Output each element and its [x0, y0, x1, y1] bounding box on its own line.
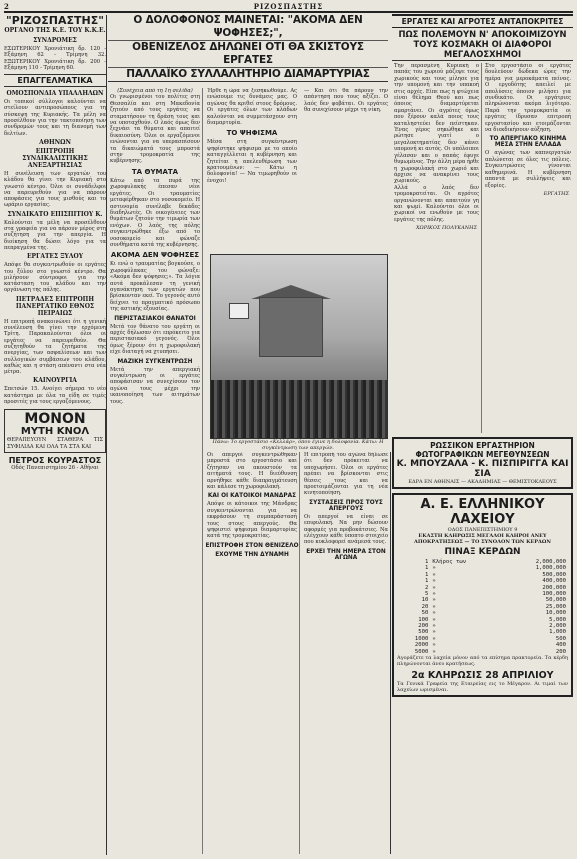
article-subheading: ΚΑΙ ΟΙ ΚΑΤΟΙΚΟΙ ΜΑΝΔΡΑΣ	[207, 493, 297, 500]
page-number: 2	[4, 2, 9, 11]
prize-label: »	[432, 584, 436, 591]
prize-count: 2000	[414, 642, 429, 649]
article-column-2-lower	[205, 452, 300, 854]
article-intro: (Συνέχεια από τη 1η σελίδα)	[117, 88, 193, 94]
prize-count: 5	[425, 591, 429, 598]
article-subheading: ΤΟ ΨΗΦΙΣΜΑ	[226, 129, 278, 138]
advertisement-photo-studio	[392, 437, 573, 489]
prize-label: »	[432, 635, 436, 642]
lottery-draw-date: 2α ΚΛΗΡΩΣΙΣ 28 ΑΠΡΙΛΙΟΥ	[411, 670, 554, 682]
prize-amount: 25,000	[545, 603, 566, 610]
prize-label: »	[432, 610, 436, 617]
prize-count: 100	[418, 616, 429, 623]
article-subheading: ΣΥΣΤΑΣΕΙΣ ΠΡΟΣ ΤΟΥΣ ΑΠΕΡΓΟΥΣ	[309, 499, 383, 512]
notice-heading: ΣΥΝΔΙΚΑΤΟ ΕΠΙΣΠΙΤΙΟΥ Κ.	[7, 210, 103, 218]
prize-count: 2	[425, 584, 429, 591]
article-text: Οι απεργοί συγκεντρώθηκαν μπροστά στο εργοστάσιο και ζήτησαν να ακουστούν τα αιτήματά τους. Η διεύθυνση αρνήθηκε κάθε διαπραγμάτευση και κάλεσε τη χωροφυλακή.	[207, 452, 297, 491]
headline-line-1: Ο ΔΟΛΟΦΟΝΟΣ ΜΑΙΝΕΤΑΙ: "ΑΚΟΜΑ ΔΕΝ ΨΟΦΗΣΕΣ;",	[108, 14, 388, 41]
correspondents-column-left	[392, 63, 482, 433]
left-column	[4, 15, 107, 855]
prize-count: 1	[425, 578, 429, 585]
ad-text: ΘΕΡΑΠΕΥΟΥΝ ΣΤΑΘΕΡΑ ΤΙΣ ΣΥΦΙΛΙΔΑ ΚΑΙ ΟΛΑ ΤΑ ΣΤΑ ΚΑΙ	[7, 437, 103, 450]
article-text: Αλλά ο λαός δεν τρομοκρατείται. Οι αγρότες οργανώνονται και απαιτούν γη και ψωμί. Καλούνται όλοι οι χωρικοί να ενωθούν με τους εργάτες της πόλης.	[394, 184, 479, 223]
notice-heading: ΠΕΤΡΑΔΕΣ ΕΠΙΤΡΟΠΗ ΠΑΝΕΡΓΑΤΙΚΟ ΕΘΝΟΣ ΠΕΙΡΑΙΩΣ	[15, 295, 95, 317]
prize-amount: 500	[555, 635, 566, 642]
lottery-address: ΟΔΟΣ ΠΑΝΕΠΙΣΤΗΜΙΟΥ 9	[447, 527, 518, 533]
ad-merchant-name: ΠΕΤΡΟΣ ΚΟΥΡΑΣΤΟΣ	[8, 455, 102, 465]
page-top-line	[4, 2, 573, 13]
prize-count: 20	[421, 603, 429, 610]
ad-brand: ΜΥΤΗ ΚΝΟΛ	[20, 426, 90, 438]
article-text: Στο εργοστάσιο οι εργάτες δουλεύουν δώδεκα ώρες την ημέρα για μεροκάματα πείνας. Ο εργοδότης απειλεί με απολύσεις όποιον μιλήσει για συνδικάτο. Οι εργάτριες πληρώνονται ακόμα λιγότερο. Παρά την τρομοκρατία οι εργάτες ίδρυσαν επιτροπή εργοστασίου και ετοιμάζονται να διεκδικήσουν αύξηση.	[485, 63, 571, 134]
lottery-table-title: ΠΙΝΑΞ ΚΕΡΔΩΝ	[444, 547, 521, 557]
article-text: — Και ότι θα πάρουν την απάντηση που τους αξίζει. Ο λαός δεν φοβάται. Οι εργάτες θα συνεχίσουν μέχρι τη νίκη.	[304, 88, 388, 114]
prize-amount: 10,000	[545, 610, 566, 617]
lottery-subtitle: ΕΚΑΣΤΗ ΚΛΗΡΩΣΙΣ ΜΕΓΑΛΟΙ ΚΛΗΡΟΙ ΑΝΕΥ ΑΠΟΚΡΑΤΗΣΕΩΣ — ΤΟ ΣΥΝΟΛΟΝ ΤΩΝ ΚΕΡΔΩΝ	[414, 533, 551, 545]
article-column-3-lower	[302, 452, 391, 854]
notice-text: Καλούνται τα μέλη να προσέλθουν στα γραφεία για να πάρουν μέρος στη συζήτηση για την απεργία. Η διοίκηση θα δώσει λόγο για τα πεπραγμένα της.	[4, 219, 106, 251]
article-text: Οι απεργοί να είναι σε επιφυλακή. Να μην δώσουν αφορμές για προβοκάτσιες. Να ελέγχουν κάθε ύποπτο στοιχείο που κυκλοφορεί ανάμεσά τους.	[304, 513, 388, 546]
prize-amount: 400,000	[542, 578, 566, 585]
article-text: Κι ενώ ο τραυματίας βογκούσε, ο χωροφύλακας του φώναξε: «Ακόμα δεν ψόφησες;». Τα λόγια αυτά προκάλεσαν τη γενική αγανάκτηση των εργατών που βρίσκονταν εκεί. Το γεγονός αυτό δείχνει το πραγματικό πρόσωπο της αστικής εξουσίας.	[110, 261, 200, 313]
notice-text: Οι τοπικοί σύλλογοι καλούνται να στείλουν αντιπροσώπους για τη σύσκεψη της Κυριακής. Τα μέλη να προσέλθουν για την τακτοποίηση των συνδρομών τους και τη διανομή των δελτίων.	[4, 99, 106, 137]
prize-amount: 200	[555, 648, 566, 655]
prize-count: 1	[425, 571, 429, 578]
article-text: Η επιτροπή του αγώνα δήλωσε ότι δεν πρόκειται να υποχωρήσει. Όλοι οι εργάτες πρέπει να βρίσκονται στις θέσεις τους και να προετοιμάζονται για τη νέα κινητοποίηση.	[304, 452, 388, 497]
main-headline-block	[108, 14, 388, 82]
article-subheading: ΠΕΡΙΣΤΑΣΙΑΚΟΙ ΘΑΝΑΤΟΙ	[114, 315, 196, 322]
subscriptions-heading: ΣΥΝΔΡΟΜΕΣ	[33, 37, 77, 44]
article-column-1	[108, 88, 203, 854]
ad-photo-address: ΕΔΡΑ ΕΝ ΑΘΗΝΑΙΣ — ΑΚΑΔΗΜΙΑΣ — ΘΕΜΙΣΤΟΚΛΕΟΥΣ	[408, 479, 557, 485]
prize-label: »	[432, 565, 436, 572]
prize-count: 200	[418, 623, 429, 630]
ad-monon-word: ΜΟΝΟΝ	[24, 411, 86, 428]
prize-count: 1000	[414, 635, 429, 642]
news-photograph	[210, 254, 388, 439]
notice-heading: ΑΘΗΝΩΝ	[39, 138, 71, 146]
article-subheading: ΑΚΟΜΑ ΔΕΝ ΨΟΦΗΣΕΣ	[110, 251, 200, 260]
correspondents-column-right	[483, 63, 573, 433]
prize-label: »	[432, 597, 436, 604]
correspondents-band: ΕΡΓΑΤΕΣ ΚΑΙ ΑΓΡΟΤΕΣ ΑΝΤΑΠΟΚΡΙΤΕΣ	[392, 14, 573, 28]
prize-amount: 50,000	[545, 597, 566, 604]
prize-count: 1	[425, 565, 429, 572]
lottery-title: Α. Ε. ΕΛΛΗΝΙΚΟΥ ΛΑΧΕΙΟΥ	[420, 497, 545, 527]
article-text: Μέσα στη συγκέντρωση ψηφίστηκε ψήφισμα με το οποίο καταγγέλλεται η κυβέρνηση και ζητείται η απελευθέρωση των κρατουμένων: — Κάτω η δολοφονία! — Να τιμωρηθούν οι ένοχοι!	[207, 139, 297, 184]
prize-label: »	[432, 616, 436, 623]
right-column	[392, 14, 573, 855]
article-column-3-upper	[302, 88, 390, 248]
masthead-title: "ΡΙΖΟΣΠΑΣΤΗΣ"	[6, 15, 104, 27]
article-subheading: ΤΑ ΘΥΜΑΤΑ	[131, 167, 179, 176]
photo-building-shape	[259, 297, 323, 357]
article-subheading: ΕΠΙΣΤΡΟΦΗ ΣΤΟΝ ΘΕΝΙΖΕΛΟ	[205, 542, 299, 549]
article-text: Μετά τον θάνατο του εργάτη οι αρχές δήλωσαν ότι επρόκειτο για περιστασιακό γεγονός. Όλοι όμως ξέρουν ότι η χωροφυλακή είχε διαταγή να χτυπήσει.	[110, 323, 200, 356]
article-text: Οι γνωρισμένοι του πολίτες στη Θεσσαλία και στη Μακεδονία ζητούν από τους εργάτες να σταματήσουν τη δράση τους και να υποταχθούν. Ο λαός όμως δεν ξεχνάει τα θύματα και απαιτεί δικαιοσύνη. Όλοι οι εργαζόμενοι ενώνονται για να υπερασπίσουν τα δικαιώματά τους μπροστά στην τρομοκρατία της κυβέρνησης.	[110, 94, 200, 165]
section-heading-epaggelmatika: ΕΠΑΓΓΕΛΜΑΤΙΚΑ	[4, 74, 106, 87]
photo-crowd-shape	[211, 380, 387, 438]
notice-heading: ΟΜΟΣΠΟΝΔΙΑ ΥΠΑΛΛΗΛΩΝ	[6, 90, 104, 98]
prize-count: 5000	[414, 648, 429, 655]
prize-amount: 400	[555, 642, 566, 649]
prize-amount: 200,000	[542, 584, 566, 591]
running-title: ΡΙΖΟΣΠΑΣΤΗΣ	[253, 2, 324, 11]
article-subheading: ΕΡΧΕΙ ΤΗΝ ΗΜΕΡΑ ΣΤΟΝ ΑΓΩΝΑ	[306, 548, 386, 561]
article-text: Απόψε οι κάτοικοι της Μάνδρας συγκεντρώνονται για να εκφράσουν τη συμπαράστασή τους στους απεργούς. Θα ψηφιστεί ψήφισμα διαμαρτυρίας κατά της τρομοκρατίας.	[207, 501, 297, 540]
article-subheading: ΜΑΖΙΚΗ ΣΥΓΚΕΝΤΡΩΣΗ	[117, 358, 193, 365]
prize-count: 50	[421, 610, 429, 617]
article-subheading: ΤΟ ΑΠΕΡΓΙΑΚΟ ΚΙΝΗΜΑ ΜΕΣΑ ΣΤΗΝ ΕΛΛΑΔΑ	[489, 136, 567, 149]
notice-text: Η συνέλευση των εργατών του κλάδου θα γίνει την Κυριακή στο γνωστό κέντρο. Όλοι οι συνάδελφοι να παρευρεθούν για να πάρουν αποφάσεις για τους μισθούς και το ωράριο εργασίας.	[4, 170, 106, 209]
prize-label: »	[432, 629, 436, 636]
lottery-note: Αγοράζετε τα λαχεία μόνον από τα επίσημα πρακτορεία. Τα κέρδη πληρώνονται άνευ κρατήσεως.	[397, 655, 568, 668]
notice-text: Σπετσών 15. Ανοίγει σήμερα το νέο κατάστημα με όλα τα είδη σε τιμές προσιτές για τους εργαζόμενους.	[4, 386, 106, 405]
prize-amount: 1,000	[549, 629, 566, 636]
masthead-subtitle: ΟΡΓΑΝΟ ΤΗΣ Κ.Ε. ΤΟΥ Κ.Κ.Ε.	[4, 27, 106, 34]
headline-line-3: ΠΑΛΛΑΪΚΟ ΣΥΛΛΑΛΗΤΗΡΙΟ ΔΙΑΜΑΡΤΥΡΙΑΣ	[126, 68, 370, 80]
prize-amount: 5,000	[549, 616, 566, 623]
notice-text: Η επιτροπή ανακοινώνει ότι η γενική συνέλευση θα γίνει την ερχόμενη Τρίτη. Παρακαλούνται όλοι οι εργάτες να παρευρεθούν. Θα συζητηθούν τα ζητήματα της ανεργίας, των ασφαλίσεων και των συλλογικών συμβάσεων του κλάδου, καθώς και η στάση απέναντι στα νέα μέτρα.	[4, 318, 106, 376]
prize-amount: 2,000	[549, 623, 566, 630]
prize-label: »	[432, 642, 436, 649]
prize-count: 10	[421, 597, 429, 604]
article-text: Ήρθε η ώρα να ξεσηκωθούμε. Ας ενώσουμε τις δυνάμεις μας. Ο αγώνας θα κριθεί στους δρόμους. Οι εργάτες όλων των κλάδων καλούνται να συμμετάσχουν στη διαμαρτυρία.	[207, 88, 297, 127]
lottery-prize-table	[397, 559, 568, 655]
prize-label: »	[432, 623, 436, 630]
ad-photo-title: ΡΩΣΣΙΚΟΝ ΕΡΓΑΣΤΗΡΙΟΝ ΦΩΤΟΓΡΑΦΙΚΩΝ ΜΕΓΕΘΥΝΣΕΩΝ	[415, 441, 550, 459]
advertisement-lottery	[392, 493, 573, 697]
article-text: Κάτω από τα πυρά της χωροφυλακής έπεσαν νέοι εργάτες. Οι τραυματίες μεταφέρθηκαν στο νοσοκομείο. Η αστυνομία συνέλαβε δεκάδες διαδηλωτές. Οι οικογένειες των θυμάτων ζητούν την τιμωρία των ενόχων. Ο λαός της πόλης συγκεντρώθηκε έξω από το νοσοκομείο και φώναζε συνθήματα κατά της κυβέρνησης.	[110, 177, 200, 248]
lottery-footer: Τα Γενικά Γραφεία της Εταιρείας εις το Μέγαρον. Αι τιμαί των λαχείων ωρισμέναι.	[397, 681, 568, 694]
prize-label: »	[432, 603, 436, 610]
headline-line-2: ΟΒΕΝΙΖΕΛΟΣ ΔΗΛΩΝΕΙ ΟΤΙ ΘΑ ΣΚΙΣΤΟΥΣ ΕΡΓΑΤΕΣ	[108, 41, 388, 68]
article-subheading: ΕΧΟΥΜΕ ΤΗΝ ΔΥΝΑΜΗ	[215, 551, 289, 558]
prize-label: »	[432, 571, 436, 578]
prize-label: »	[432, 591, 436, 598]
photo-caption: Πάνω: Το εργοστάσιο «Κελλάρ», όπου έγινε η δολοφονία. Κάτω: Η συγκέντρωση των απεργών.	[212, 439, 384, 451]
article-text: Την περασμένη Κυριακή ο παπάς του χωριού μάζεψε τους χωρικούς και τους μίλησε για την υπομονή και την υπακοή στις αρχές. Είπε πως η φτώχεια είναι θέλημα Θεού και πως όποιος διαμαρτύρεται αμαρτάνει. Οι αγρότες όμως που ξέρουν καλά ποιος τους καταληστεύει δεν πείστηκαν. Ένας γέρος σηκώθηκε και ρώτησε γιατί ο μεγαλοκτηματίας δεν κάνει υπομονή κι αυτός. Οι υπόλοιποι γέλασαν και ο παπάς έφυγε θυμωμένος. Την άλλη μέρα ήρθε η χωροφυλακή στο χωριό και άρχισε να ανακρίνει τους χωρικούς.	[394, 63, 479, 185]
prize-label: Κλήρος των	[432, 559, 467, 565]
subscriptions-text: ΕΣΩΤΕΡΙΚΟΥ Χρονιάτικη δρ. 120 - Εξάμηνη 62 - Τρίμηνη 32. ΕΞΩΤΕΡΙΚΟΥ Χρονιάτικη δρ. 200 - Εξάμηνη 110 - Τρίμηνη 60.	[4, 46, 106, 71]
ad-address: Οδός Πανεπιστημίου 26 - Αθήναι	[11, 464, 99, 471]
prize-count: 500	[418, 629, 429, 636]
correspondents-headline: ΠΩΣ ΠΟΛΕΜΟΥΝ Ν' ΑΠΟΚΟΙΜΙΖΟΥΝ ΤΟΥΣ ΚΟΣΜΑΚΗ ΟΙ ΔΙΑΦΟΡΟΙ ΜΕΓΑΛΟΣΧΗΜΟΙ	[392, 28, 573, 61]
photo-banner-shape	[229, 303, 249, 319]
notice-heading: ΚΑΙΝΟΥΡΓΙΑ	[33, 377, 77, 385]
prize-label: »	[432, 578, 436, 585]
prize-amount: 500,000	[542, 571, 566, 578]
notice-heading: ΕΡΓΑΤΕΣ ΞΥΛΟΥ	[26, 253, 84, 261]
prize-amount: 1,000,000	[535, 565, 566, 572]
ad-photo-owners: Κ. ΜΠΟΥΖΑΛΑ - Κ. ΠΙΣΠΙΡΙΓΓΑ ΚΑΙ ΣΙΑ	[396, 459, 569, 479]
article-signature: ΧΩΡΙΚΟΣ ΠΟΛΥΚΑΝΗΣ	[416, 225, 477, 232]
prize-amount: 2,000,000	[535, 559, 566, 565]
article-signature: ΕΡΓΑΤΗΣ	[543, 190, 569, 197]
article-text: Ο αγώνας των καπνεργατών απλώνεται σε όλες τις πόλεις. Συγκεντρώσεις γίνονται καθημερινά. Η κυβέρνηση απαντά με συλλήψεις και εξορίες.	[485, 150, 571, 189]
article-column-2-upper	[205, 88, 299, 248]
advertisement-monon	[4, 409, 106, 453]
notice-text: Απόψε θα συγκεντρωθούν οι εργάτες του ξύλου στο γνωστό κέντρο. Θα μιλήσουν σύντροφοι για την κατάσταση του κλάδου και την οργάνωση της πάλης.	[4, 262, 106, 294]
prize-count: 1	[425, 559, 429, 565]
article-text: Μετά την απεργιακή συγκέντρωση οι εργάτες αποφάσισαν να συνεχίσουν τον αγώνα τους μέχρι την ικανοποίηση των αιτημάτων τους.	[110, 366, 200, 405]
prize-label: »	[432, 648, 436, 655]
notice-subheading: ΕΠΙΤΡΟΠΗ ΣΥΝΔΙΚΑΛΙΣΤΙΚΗΣ ΑΝΕΞΑΡΤΗΣΙΑΣ	[22, 147, 88, 169]
prize-amount: 100,000	[542, 591, 566, 598]
correspondents-columns	[392, 63, 573, 433]
